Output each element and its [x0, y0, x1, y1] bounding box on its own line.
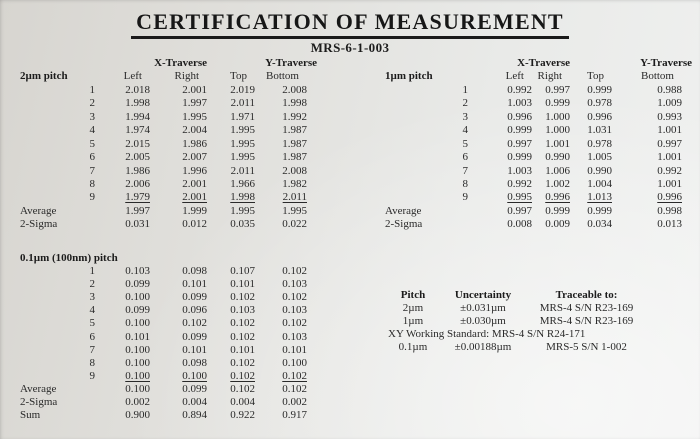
measurement-value: 0.992 [507, 177, 532, 190]
row-number: 7 [462, 164, 468, 177]
measurement-value: 0.102 [230, 291, 255, 304]
measurement-value: 1.971 [230, 110, 255, 123]
spacer [385, 111, 427, 124]
measurement-value: 0.100 [182, 369, 207, 382]
column-header-right: Right [174, 70, 199, 83]
row-number: 4 [89, 304, 95, 317]
measurement-value: 0.100 [125, 356, 150, 369]
measurement-value: 0.999 [545, 97, 570, 110]
measurement-value: 2.008 [282, 164, 307, 177]
measurement-value: 0.107 [230, 265, 255, 278]
measurement-value: 2.008 [282, 83, 307, 96]
measurement-value: 0.996 [657, 191, 682, 204]
spacer [20, 138, 78, 151]
row-number: 2 [462, 97, 468, 110]
summary-value: 0.999 [545, 204, 570, 217]
measurement-value: 2.004 [182, 124, 207, 137]
summary-value: 0.022 [282, 218, 307, 231]
measurement-value: 0.102 [230, 369, 255, 382]
measurement-value: 0.101 [230, 278, 255, 291]
measurement-value: 1.998 [125, 97, 150, 110]
row-number: 8 [462, 177, 468, 190]
measurement-value: 0.096 [182, 304, 207, 317]
trace-value: MRS-4 S/N R23-169 [539, 301, 634, 314]
column-header-top: Top [587, 70, 604, 83]
measurement-value: 0.101 [282, 343, 307, 356]
measurement-value: 0.101 [230, 343, 255, 356]
measurement-value: 1.002 [545, 177, 570, 190]
summary-label-2-sigma: 2-Sigma [385, 218, 423, 231]
trace-value: ±0.030µm [460, 314, 506, 327]
measurement-value: 0.100 [125, 291, 150, 304]
measurement-value: 1.031 [587, 124, 612, 137]
summary-value: 0.034 [587, 218, 612, 231]
measurement-value: 0.990 [545, 151, 570, 164]
summary-value: 0.002 [282, 396, 307, 409]
summary-value: 0.002 [125, 396, 150, 409]
spacer [78, 252, 95, 265]
table-0-1um-pitch [20, 252, 307, 422]
row-number: 4 [462, 124, 468, 137]
measurement-value: 2.006 [125, 177, 150, 190]
spacer [427, 57, 468, 70]
measurement-value: 0.978 [587, 97, 612, 110]
summary-value: 0.099 [182, 382, 207, 395]
row-number: 1 [89, 83, 95, 96]
spacer [78, 218, 95, 231]
summary-value: 0.100 [125, 382, 150, 395]
measurement-value: 0.099 [182, 291, 207, 304]
summary-value: 1.995 [230, 204, 255, 217]
measurement-value: 0.099 [125, 304, 150, 317]
summary-value: 0.035 [230, 218, 255, 231]
measurement-value: 1.974 [125, 124, 150, 137]
spacer [78, 396, 95, 409]
spacer [20, 357, 78, 370]
table-label: 1µm pitch [385, 70, 433, 83]
row-number: 3 [462, 110, 468, 123]
column-group-x-traverse: X-Traverse [517, 57, 570, 69]
column-header-right: Right [537, 70, 562, 83]
row-number: 9 [89, 191, 95, 204]
spacer [20, 370, 78, 383]
measurement-value: 1.001 [545, 137, 570, 150]
table-1um-pitch [385, 57, 692, 232]
measurement-value: 0.100 [282, 356, 307, 369]
document-id: MRS-6-1-003 [310, 40, 390, 55]
measurement-value: 1.995 [230, 151, 255, 164]
measurement-value: 2.015 [125, 137, 150, 150]
measurement-value: 1.986 [125, 164, 150, 177]
spacer [78, 70, 95, 83]
measurement-value: 0.978 [587, 137, 612, 150]
measurement-value: 2.001 [182, 83, 207, 96]
traceability-block [378, 289, 655, 353]
working-standard-note: XY Working Standard: MRS-4 S/N R24-171 [388, 327, 586, 340]
measurement-value: 0.103 [230, 304, 255, 317]
measurement-value: 0.999 [587, 83, 612, 96]
summary-label-average: Average [20, 204, 57, 217]
spacer [20, 165, 78, 178]
measurement-value: 0.102 [282, 265, 307, 278]
measurement-value: 1.966 [230, 177, 255, 190]
trace-header: Uncertainty [454, 289, 512, 301]
measurement-value: 1.995 [230, 124, 255, 137]
row-number: 8 [89, 356, 95, 369]
measurement-value: 0.996 [545, 191, 570, 204]
row-number: 1 [462, 83, 468, 96]
column-header-top: Top [230, 70, 247, 83]
row-number: 5 [89, 317, 95, 330]
measurement-value: 0.102 [282, 369, 307, 382]
spacer [385, 138, 427, 151]
measurement-value: 1.005 [587, 151, 612, 164]
row-number: 8 [89, 177, 95, 190]
measurement-value: 0.102 [182, 317, 207, 330]
measurement-value: 1.001 [657, 124, 682, 137]
summary-label-average: Average [20, 382, 57, 395]
row-number: 2 [89, 278, 95, 291]
summary-value: 0.009 [545, 218, 570, 231]
measurement-value: 0.103 [282, 304, 307, 317]
measurement-value: 1.987 [282, 124, 307, 137]
table-label: 2µm pitch [20, 70, 68, 83]
row-number: 1 [89, 265, 95, 278]
measurement-value: 1.000 [545, 124, 570, 137]
spacer [385, 97, 427, 110]
row-number: 6 [462, 151, 468, 164]
measurement-value: 1.004 [587, 177, 612, 190]
measurement-value: 0.102 [230, 356, 255, 369]
trace-value: MRS-5 S/N 1-002 [546, 340, 627, 353]
row-number: 5 [89, 137, 95, 150]
document-header [0, 9, 700, 56]
row-number: 9 [462, 191, 468, 204]
measurement-value: 1.979 [125, 191, 150, 204]
row-number: 5 [462, 137, 468, 150]
summary-value: 0.012 [182, 218, 207, 231]
page-title: CERTIFICATION OF MEASUREMENT [131, 9, 569, 39]
measurement-value: 1.996 [182, 164, 207, 177]
column-group-x-traverse: X-Traverse [154, 57, 207, 69]
spacer [427, 218, 468, 231]
trace-value: 0.1µm [398, 340, 428, 353]
measurement-value: 1.009 [657, 97, 682, 110]
measurement-value: 0.103 [282, 330, 307, 343]
measurement-value: 1.995 [230, 137, 255, 150]
spacer [20, 111, 78, 124]
measurement-value: 2.007 [182, 151, 207, 164]
summary-value: 0.004 [182, 396, 207, 409]
spacer [427, 70, 468, 83]
measurement-value: 0.990 [587, 164, 612, 177]
summary-value: 0.894 [182, 409, 207, 422]
spacer [20, 124, 78, 137]
spacer [20, 265, 78, 278]
measurement-value: 1.998 [230, 191, 255, 204]
summary-value: 0.013 [657, 218, 682, 231]
summary-label-average: Average [385, 204, 422, 217]
trace-value: ±0.00188µm [454, 340, 512, 353]
row-number: 9 [89, 369, 95, 382]
column-header-left: Left [123, 70, 142, 83]
spacer [427, 205, 468, 218]
measurement-value: 2.001 [182, 177, 207, 190]
summary-value: 0.102 [282, 382, 307, 395]
measurement-value: 1.013 [587, 191, 612, 204]
summary-value: 1.999 [182, 204, 207, 217]
spacer [20, 304, 78, 317]
measurement-value: 1.001 [657, 151, 682, 164]
measurement-value: 0.102 [230, 330, 255, 343]
measurement-value: 1.986 [182, 137, 207, 150]
spacer [78, 409, 95, 422]
summary-value: 0.997 [507, 204, 532, 217]
row-number: 7 [89, 164, 95, 177]
measurement-value: 1.997 [182, 97, 207, 110]
measurement-value: 1.003 [507, 164, 532, 177]
spacer [20, 317, 78, 330]
trace-header: Traceable to: [555, 289, 618, 301]
measurement-value: 0.996 [507, 110, 532, 123]
spacer [385, 151, 427, 164]
measurement-value: 2.011 [230, 164, 255, 177]
spacer [20, 191, 78, 204]
measurement-value: 0.992 [657, 164, 682, 177]
summary-value: 0.917 [282, 409, 307, 422]
spacer [385, 178, 427, 191]
measurement-value: 1.001 [657, 177, 682, 190]
summary-value: 0.922 [230, 409, 255, 422]
spacer [20, 331, 78, 344]
measurement-value: 2.019 [230, 83, 255, 96]
measurement-value: 1.006 [545, 164, 570, 177]
measurement-value: 0.102 [230, 317, 255, 330]
summary-value: 0.004 [230, 396, 255, 409]
measurement-value: 1.003 [507, 97, 532, 110]
measurement-value: 0.992 [507, 83, 532, 96]
measurement-value: 0.997 [545, 83, 570, 96]
measurement-value: 1.982 [282, 177, 307, 190]
measurement-value: 0.993 [657, 110, 682, 123]
spacer [78, 205, 95, 218]
spacer [20, 291, 78, 304]
column-header-bottom: Bottom [265, 70, 299, 83]
column-header-bottom: Bottom [640, 70, 674, 83]
summary-value: 0.031 [125, 218, 150, 231]
row-number: 3 [89, 291, 95, 304]
summary-value: 1.995 [282, 204, 307, 217]
summary-label-sum: Sum [20, 409, 41, 422]
measurement-value: 2.011 [282, 191, 307, 204]
spacer [20, 344, 78, 357]
row-number: 6 [89, 151, 95, 164]
measurement-value: 1.000 [545, 110, 570, 123]
table-2um-pitch [20, 57, 317, 232]
measurement-value: 0.101 [182, 278, 207, 291]
trace-value: 2µm [402, 301, 424, 314]
measurement-value: 1.998 [282, 97, 307, 110]
spacer [385, 124, 427, 137]
measurement-value: 2.011 [230, 97, 255, 110]
spacer [20, 278, 78, 291]
spacer [385, 191, 427, 204]
summary-label-2-sigma: 2-Sigma [20, 396, 58, 409]
measurement-value: 0.102 [282, 291, 307, 304]
measurement-value: 0.101 [125, 330, 150, 343]
measurement-value: 0.103 [125, 265, 150, 278]
spacer [20, 151, 78, 164]
measurement-value: 0.999 [507, 151, 532, 164]
row-number: 3 [89, 110, 95, 123]
row-number: 2 [89, 97, 95, 110]
spacer [20, 97, 78, 110]
measurement-value: 1.987 [282, 151, 307, 164]
measurement-value: 0.999 [507, 124, 532, 137]
measurement-value: 0.099 [125, 278, 150, 291]
trace-value: 1µm [402, 314, 424, 327]
summary-value: 0.900 [125, 409, 150, 422]
spacer [20, 178, 78, 191]
measurement-value: 0.098 [182, 356, 207, 369]
measurement-value: 0.101 [182, 343, 207, 356]
measurement-value: 0.100 [125, 343, 150, 356]
row-number: 4 [89, 124, 95, 137]
measurement-value: 2.001 [182, 191, 207, 204]
measurement-value: 0.102 [282, 317, 307, 330]
measurement-value: 0.103 [282, 278, 307, 291]
column-group-y-traverse: Y-Traverse [640, 57, 692, 69]
summary-value: 0.008 [507, 218, 532, 231]
summary-value: 0.999 [587, 204, 612, 217]
trace-value: ±0.031µm [460, 301, 506, 314]
trace-header: Pitch [400, 289, 426, 301]
spacer [95, 252, 307, 265]
column-header-left: Left [505, 70, 524, 83]
measurement-value: 0.098 [182, 265, 207, 278]
measurement-value: 1.994 [125, 110, 150, 123]
measurement-value: 0.099 [182, 330, 207, 343]
summary-value: 0.102 [230, 382, 255, 395]
measurement-value: 0.996 [587, 110, 612, 123]
measurement-value: 1.992 [282, 110, 307, 123]
table-label: 0.1µm (100nm) pitch [20, 252, 118, 264]
measurement-value: 1.995 [182, 110, 207, 123]
spacer [385, 57, 427, 70]
measurement-value: 0.997 [507, 137, 532, 150]
spacer [78, 383, 95, 396]
spacer [385, 84, 427, 97]
measurement-value: 0.100 [125, 369, 150, 382]
measurement-value: 0.100 [125, 317, 150, 330]
measurement-value: 2.005 [125, 151, 150, 164]
measurement-value: 2.018 [125, 83, 150, 96]
measurement-value: 0.995 [507, 191, 532, 204]
measurement-value: 0.997 [657, 137, 682, 150]
spacer [20, 84, 78, 97]
spacer [385, 165, 427, 178]
row-number: 7 [89, 343, 95, 356]
row-number: 6 [89, 330, 95, 343]
measurement-value: 0.988 [657, 83, 682, 96]
summary-label-2-sigma: 2-Sigma [20, 218, 58, 231]
spacer [20, 57, 78, 70]
trace-value: MRS-4 S/N R23-169 [539, 314, 634, 327]
measurement-value: 1.987 [282, 137, 307, 150]
column-group-y-traverse: Y-Traverse [265, 57, 317, 69]
spacer [78, 57, 95, 70]
summary-value: 1.997 [125, 204, 150, 217]
summary-value: 0.998 [657, 204, 682, 217]
